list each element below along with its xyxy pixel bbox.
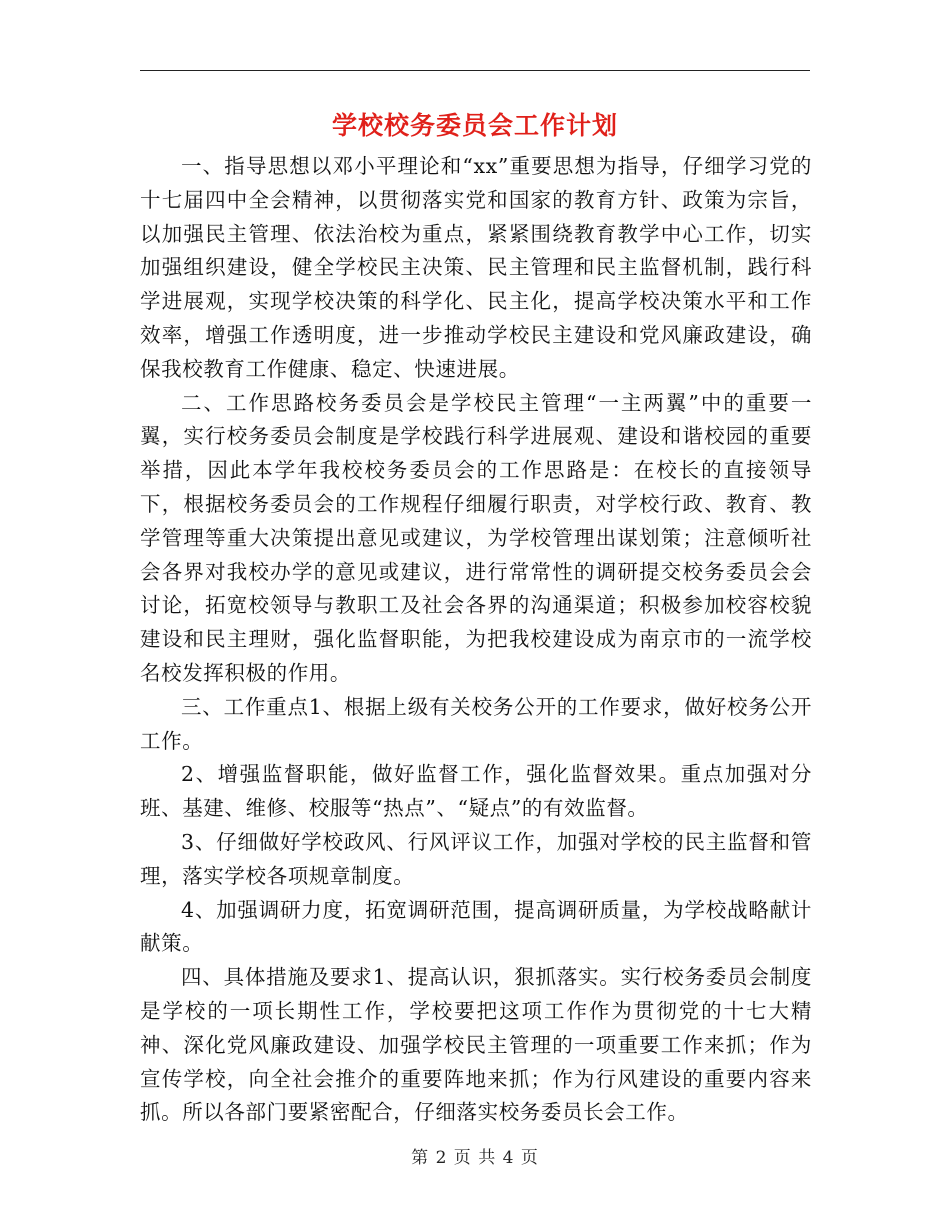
paragraph-focus-2: 2、增强监督职能，做好监督工作，强化监督效果。重点加强对分班、基建、维修、校服等“热点”、“疑点”的有效监督。 [140,762,812,821]
paragraph-focus-3: 3、仔细做好学校政风、行风评议工作，加强对学校的民主监督和管理，落实学校各项规章制度。 [140,829,812,888]
document-body [140,150,812,1130]
document-title: 学校校务委员会工作计划 [331,111,618,140]
paragraph-focus-1: 三、工作重点1、根据上级有关校务公开的工作要求，做好校务公开工作。 [140,694,812,753]
header-rule [140,70,810,71]
paragraph-work-approach: 二、工作思路校务委员会是学校民主管理“一主两翼”中的重要一翼，实行校务委员会制度是学校践行科学进展观、建设和谐校园的重要举措，因此本学年我校校务委员会的工作思路是：在校长的直接领导下，根据校务委员会的工作规程仔细履行职责，对学校行政、教育、教学管理等重大决策提出意见或建议，为学校管理出谋划策；注意倾听社会各界对我校办学的意见或建议，进行常常性的调研提交校务委员会会讨论，拓宽校领导与教职工及社会各界的沟通渠道；积极参加校容校貌建设和民主理财，强化监督职能，为把我校建设成为南京市的一流学校名校发挥积极的作用。 [140,390,812,685]
paragraph-focus-4: 4、加强调研力度，拓宽调研范围，提高调研质量，为学校战略献计献策。 [140,897,812,956]
paragraph-measures-1: 四、具体措施及要求1、提高认识，狠抓落实。实行校务委员会制度是学校的一项长期性工作，学校要把这项工作作为贯彻党的十七大精神、深化党风廉政建设、加强学校民主管理的一项重要工作来抓；作为宣传学校，向全社会推介的重要阵地来抓；作为行风建设的重要内容来抓。所以各部门要紧密配合，仔细落实校务委员长会工作。 [140,965,812,1125]
paragraph-guiding-ideology: 一、指导思想以邓小平理论和“xx”重要思想为指导，仔细学习党的十七届四中全会精神，以贯彻落实党和国家的教育方针、政策为宗旨，以加强民主管理、依法治校为重点，紧紧围绕教育教学中心工作，切实加强组织建设，健全学校民主决策、民主管理和民主监督机制，践行科学进展观，实现学校决策的科学化、民主化，提高学校决策水平和工作效率，增强工作透明度，进一步推动学校民主建设和党风廉政建设，确保我校教育工作健康、稳定、快速进展。 [140,154,812,381]
page-footer: 第 2 页 共 4 页 [411,1148,539,1168]
